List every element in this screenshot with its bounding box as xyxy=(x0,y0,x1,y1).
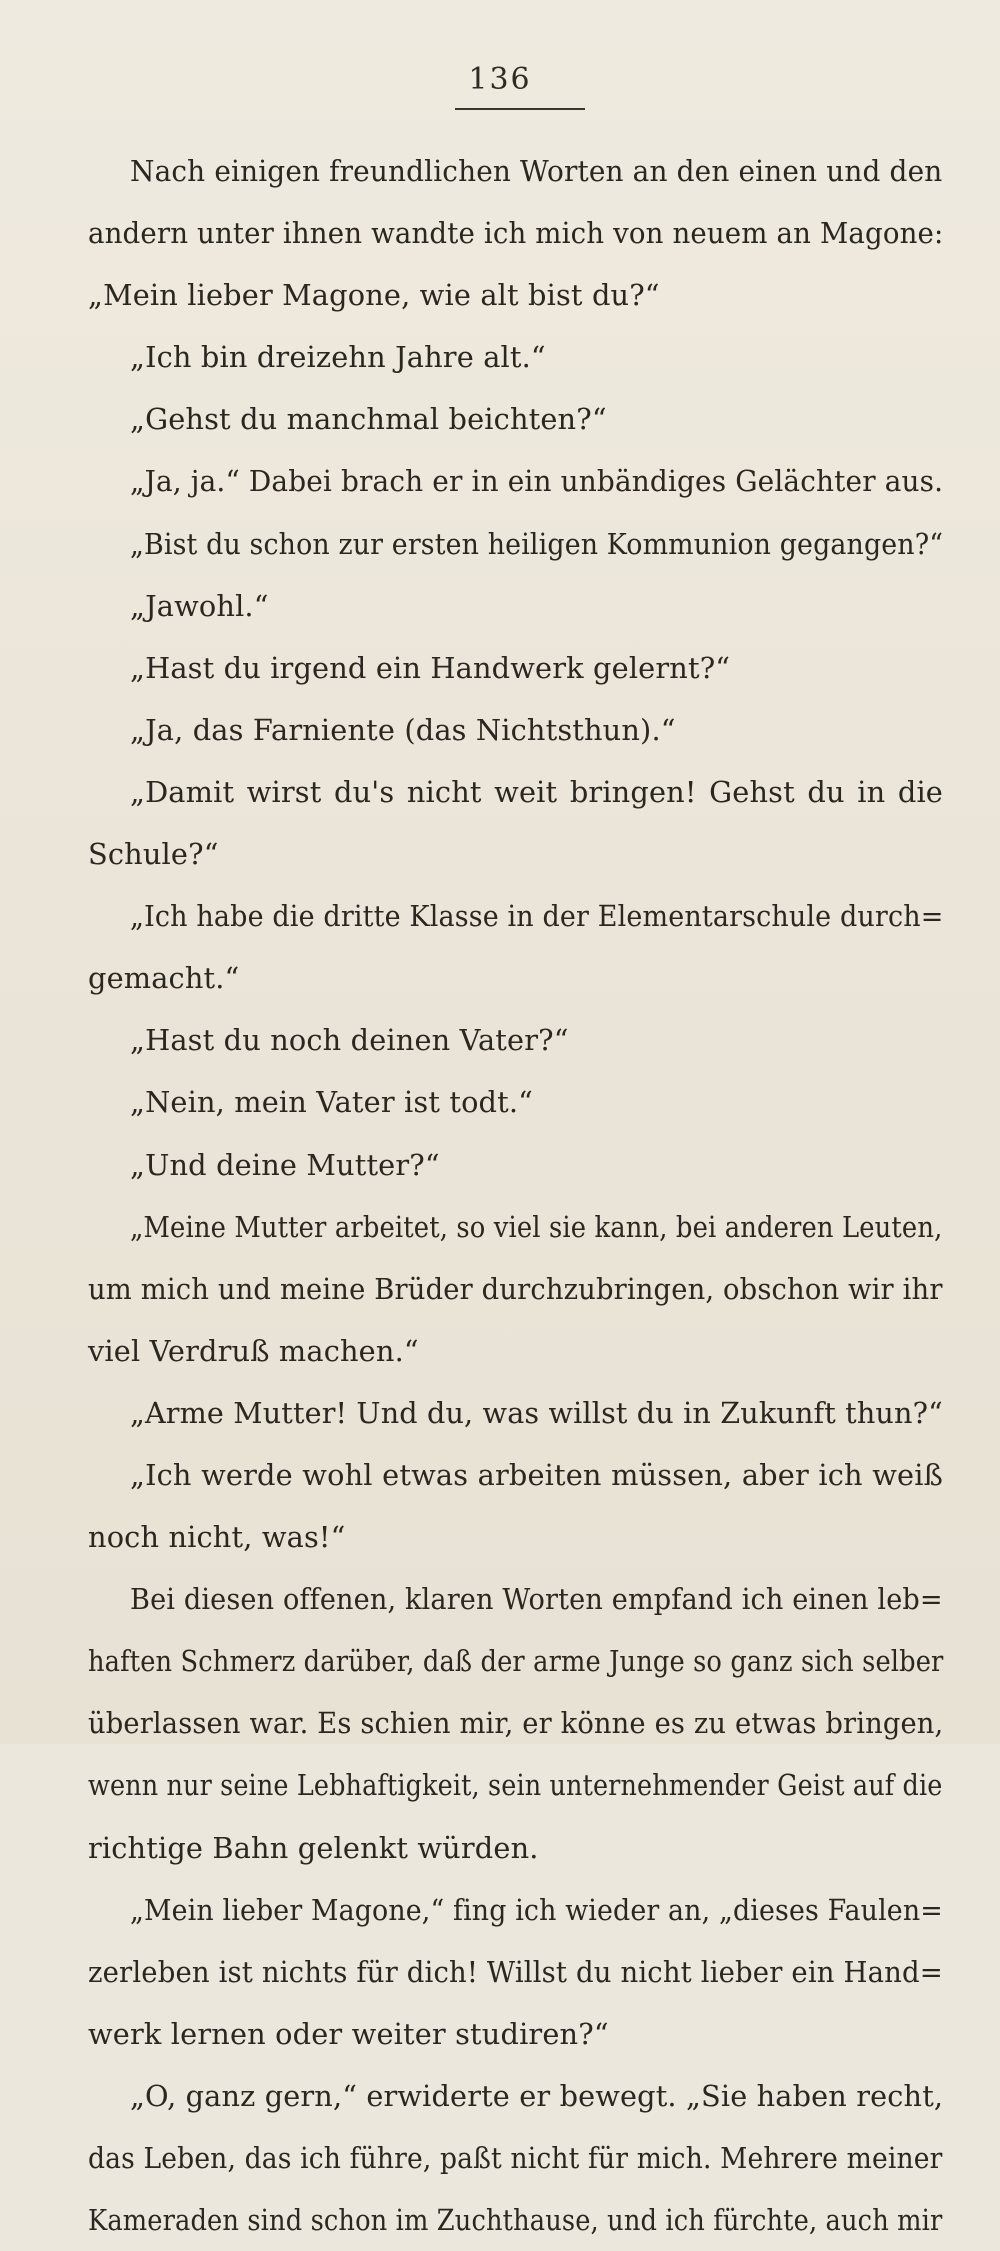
text-line-content: „Ich habe die dritte Klasse in der Elementarschule durch= xyxy=(130,899,944,934)
text-line-content: noch nicht, was!“ xyxy=(88,1520,346,1555)
text-line-content: „Gehst du manchmal beichten?“ xyxy=(130,402,607,437)
text-line xyxy=(88,947,943,1009)
text-line xyxy=(88,264,943,326)
text-line xyxy=(88,326,943,388)
text-line-content: Kameraden sind schon im Zuchthause, und ich fürchte, auch mir xyxy=(88,2203,943,2238)
text-line-content: andern unter ihnen wandte ich mich von neuem an Magone: xyxy=(88,216,944,251)
text-line-content: gemacht.“ xyxy=(88,961,240,996)
text-line-content: „Ich werde wohl etwas arbeiten müssen, aber ich weiß xyxy=(130,1457,943,1492)
text-line-content: viel Verdruß machen.“ xyxy=(88,1333,419,1368)
text-line-content: „Arme Mutter! Und du, was willst du in Zukunft thun?“ xyxy=(130,1395,943,1430)
text-line-content: haften Schmerz darüber, daß der arme Junge so ganz sich selber xyxy=(88,1644,944,1679)
text-line xyxy=(88,761,943,823)
text-line xyxy=(88,2003,943,2065)
text-line-content: „Hast du noch deinen Vater?“ xyxy=(130,1023,569,1058)
page-number-rule xyxy=(455,108,585,110)
text-line-content: „Damit wirst du's nicht weit bringen! Gehst du in die xyxy=(130,774,943,809)
text-line xyxy=(88,1009,943,1071)
text-line xyxy=(88,1630,943,1692)
text-line xyxy=(88,1817,943,1879)
text-line xyxy=(88,140,943,202)
text-line xyxy=(88,1382,943,1444)
text-line xyxy=(88,1320,943,1382)
text-line xyxy=(88,2065,943,2127)
text-line-content: „Ja, das Farniente (das Nichtsthun).“ xyxy=(130,712,676,747)
text-line-content: „Mein lieber Magone,“ fing ich wieder an, „dieses Faulen= xyxy=(130,1892,943,1927)
text-line-content: überlassen war. Es schien mir, er könne es zu etwas bringen, xyxy=(88,1706,944,1741)
text-line xyxy=(88,2127,943,2189)
text-line-content: Nach einigen freundlichen Worten an den einen und den xyxy=(130,154,943,188)
text-line xyxy=(88,1134,943,1196)
text-line xyxy=(88,1754,943,1816)
text-line-content: „Jawohl.“ xyxy=(130,588,269,623)
text-line-content: „Meine Mutter arbeitet, so viel sie kann, bei anderen Leuten, xyxy=(130,1209,943,1244)
text-line-content: „Und deine Mutter?“ xyxy=(130,1147,440,1182)
page-number: 136 xyxy=(468,62,532,97)
text-line xyxy=(88,388,943,450)
text-line-content: werk lernen oder weiter studiren?“ xyxy=(88,2016,609,2051)
text-line xyxy=(88,1444,943,1506)
text-line-content: wenn nur seine Lebhaftigkeit, sein unternehmender Geist auf die xyxy=(88,1768,943,1803)
text-line-content: das Leben, das ich führe, paßt nicht für mich. Mehrere meiner xyxy=(88,2141,943,2175)
text-line xyxy=(88,1879,943,1941)
text-line-content: Bei diesen offenen, klaren Worten empfand ich einen leb= xyxy=(130,1582,943,1617)
text-line-content: „Nein, mein Vater ist todt.“ xyxy=(130,1085,534,1120)
text-line-content: „Bist du schon zur ersten heiligen Kommunion gegangen?“ xyxy=(130,526,944,561)
text-line-content: „O, ganz gern,“ erwiderte er bewegt. „Sie haben recht, xyxy=(130,2078,944,2113)
text-line xyxy=(88,513,943,575)
text-line xyxy=(88,1568,943,1630)
text-line xyxy=(88,1258,943,1320)
text-line xyxy=(88,202,943,264)
text-line xyxy=(88,1941,943,2003)
text-line xyxy=(88,1196,943,1258)
text-line xyxy=(88,885,943,947)
text-line xyxy=(88,1071,943,1133)
text-line-content: um mich und meine Brüder durchzubringen, obschon wir ihr xyxy=(88,1271,943,1306)
text-line-content: „Mein lieber Magone, wie alt bist du?“ xyxy=(88,278,660,313)
text-line xyxy=(88,1692,943,1754)
text-line-content: zerleben ist nichts für dich! Willst du nicht lieber ein Hand= xyxy=(88,1954,943,1989)
text-line-content: „Ja, ja.“ Dabei brach er in ein unbändiges Gelächter aus. xyxy=(130,464,944,499)
body-text xyxy=(88,140,943,2251)
text-line-content: richtige Bahn gelenkt würden. xyxy=(88,1830,539,1865)
text-line xyxy=(88,575,943,637)
text-line xyxy=(88,823,943,885)
text-line xyxy=(88,637,943,699)
text-line-content: „Ich bin dreizehn Jahre alt.“ xyxy=(130,340,546,375)
text-line-content: „Hast du irgend ein Handwerk gelernt?“ xyxy=(130,650,731,685)
text-line xyxy=(88,1506,943,1568)
text-line xyxy=(88,450,943,512)
text-line-content: Schule?“ xyxy=(88,837,219,872)
text-line xyxy=(88,2189,943,2251)
text-line xyxy=(88,699,943,761)
